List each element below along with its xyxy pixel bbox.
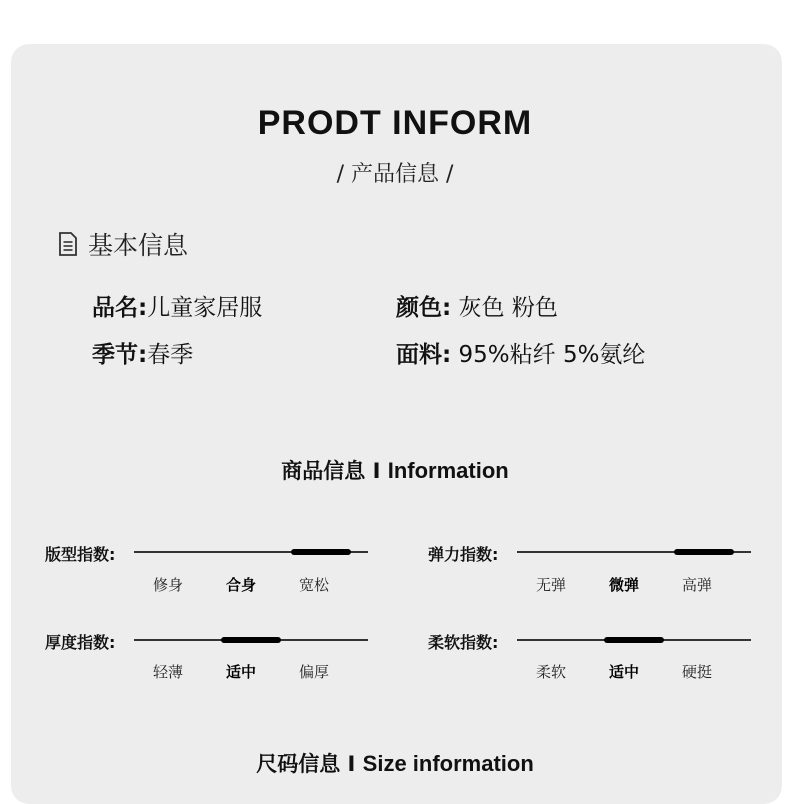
info-value: 春季 — [147, 342, 194, 368]
section-title-en: Size information — [362, 751, 534, 776]
document-icon — [58, 232, 78, 256]
index-option: 微弹 — [608, 576, 639, 594]
basic-info-header — [58, 226, 188, 262]
size-info-heading — [0, 748, 790, 778]
index-label: 弹力指数: — [428, 545, 499, 564]
product-info-heading — [0, 455, 790, 485]
section-title-cn: 尺码信息 — [256, 752, 341, 776]
page-subtitle: / 产品信息 / — [336, 162, 454, 187]
basic-info-title: 基本信息 — [88, 231, 189, 260]
info-row-name — [92, 289, 262, 322]
index-label: 厚度指数: — [45, 633, 116, 652]
index-marker — [291, 549, 351, 555]
index-option: 合身 — [225, 576, 256, 594]
section-title-en: Information — [387, 458, 509, 483]
info-row-fabric — [396, 336, 645, 369]
index-option: 宽松 — [298, 576, 329, 594]
index-label: 柔软指数: — [428, 633, 499, 652]
info-key: 颜色: — [396, 295, 452, 321]
section-separator: I — [347, 752, 356, 776]
index-option: 柔软 — [535, 663, 566, 681]
info-value: 灰色 粉色 — [458, 295, 558, 321]
info-value: 95%粘纤 5%氨纶 — [458, 342, 646, 368]
index-option: 轻薄 — [152, 663, 183, 681]
index-marker — [604, 637, 664, 643]
index-marker — [674, 549, 734, 555]
info-key: 季节: — [92, 342, 148, 368]
info-key: 品名: — [92, 295, 148, 321]
info-row-season — [92, 336, 193, 369]
index-option: 修身 — [152, 576, 183, 594]
index-label: 版型指数: — [45, 545, 116, 564]
info-key: 面料: — [396, 342, 452, 368]
info-row-color — [396, 289, 558, 322]
index-option: 适中 — [225, 663, 256, 681]
section-title-cn: 商品信息 — [281, 459, 366, 483]
index-option: 硬挺 — [681, 663, 712, 681]
index-option: 偏厚 — [298, 663, 329, 681]
index-option: 适中 — [608, 663, 639, 681]
index-option: 无弹 — [535, 576, 566, 594]
section-separator: I — [372, 459, 381, 483]
info-value: 儿童家居服 — [147, 295, 263, 321]
page-title: PRODT INFORM — [257, 104, 533, 142]
index-option: 高弹 — [681, 576, 712, 594]
index-marker — [221, 637, 281, 643]
